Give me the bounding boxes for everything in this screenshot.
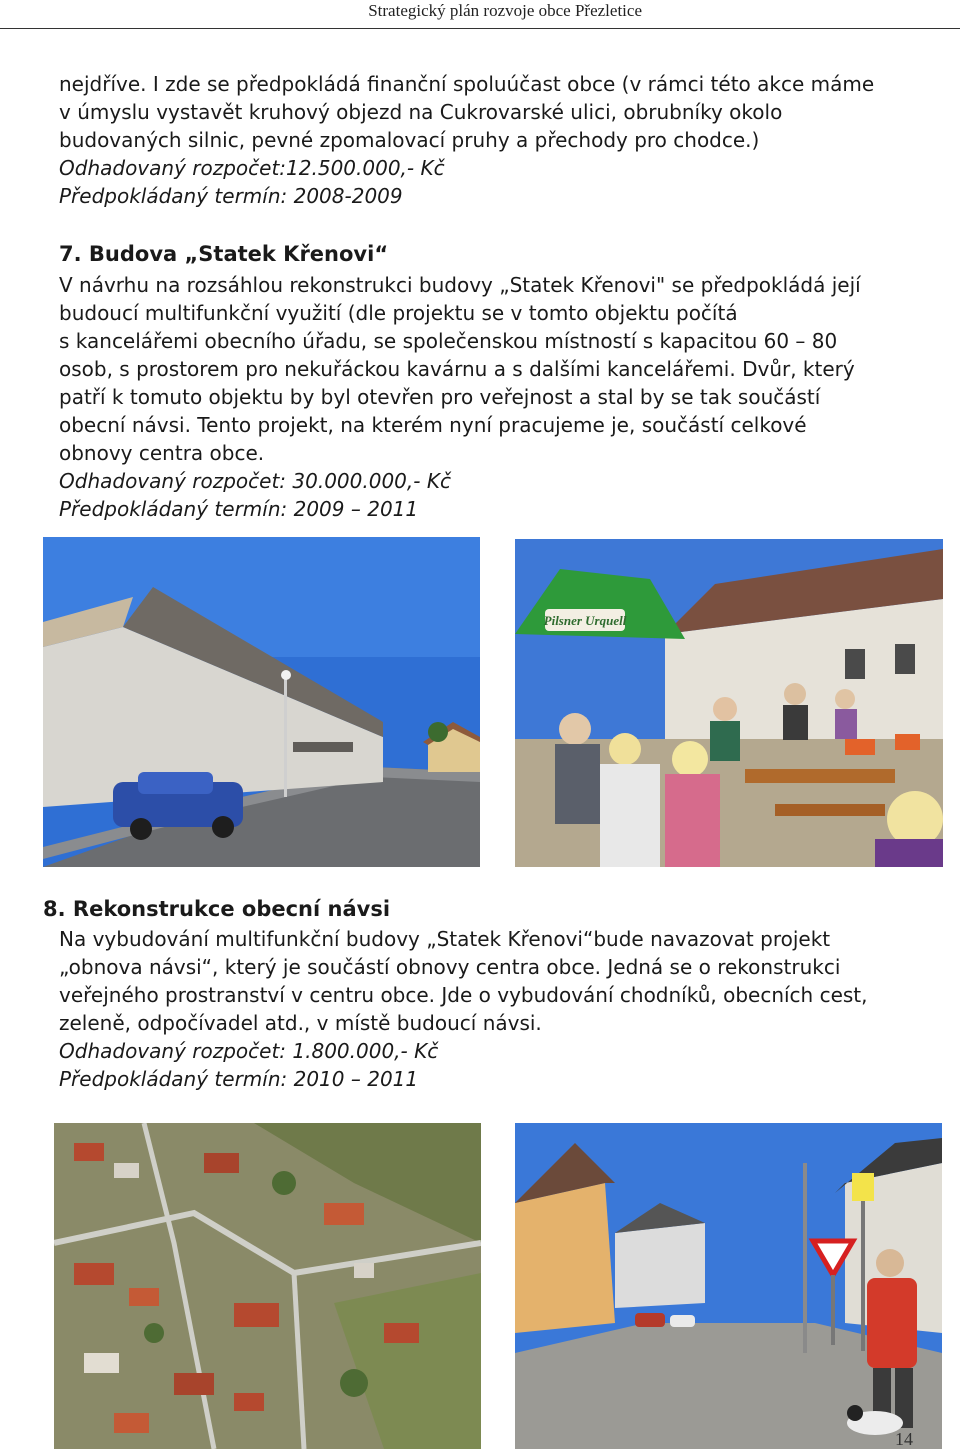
section-7-heading: 7. Budova „Statek Křenovi“	[59, 242, 389, 266]
section-7-line: V návrhu na rozsáhlou rekonstrukci budovy „Statek Křenovi" se předpokládá její	[59, 273, 861, 297]
intro-term: Předpokládaný termín: 2008-2009	[59, 184, 403, 208]
header-divider	[0, 28, 960, 29]
village-street-photo	[515, 1123, 942, 1449]
umbrella-logo-text: Pilsner Urquell	[543, 613, 627, 628]
document-title: Strategický plán rozvoje obce Přezletice	[368, 1, 642, 20]
section-8-line: veřejného prostranství v centru obce. Jde o vybudování chodníků, obecních cest,	[59, 983, 868, 1007]
section-8-line: zeleně, odpočívadel atd., v místě budoucí návsi.	[59, 1011, 542, 1035]
intro-line: v úmyslu vystavět kruhový objezd na Cukrovarské ulici, obrubníky okolo	[59, 100, 783, 124]
section-7-line: budoucí multifunkční využití (dle projektu se v tomto objektu počítá	[59, 301, 738, 325]
section-8-line: Na vybudování multifunkční budovy „Statek Křenovi“bude navazovat projekt	[59, 927, 831, 951]
section-7-line: osob, s prostorem pro nekuřáckou kavárnu a s dalšími kancelářemi. Dvůr, který	[59, 357, 855, 381]
intro-budget: Odhadovaný rozpočet:12.500.000,- Kč	[59, 156, 445, 180]
section-8-budget: Odhadovaný rozpočet: 1.800.000,- Kč	[59, 1039, 439, 1063]
section-7-term: Předpokládaný termín: 2009 – 2011	[59, 497, 419, 521]
section-7-line: patří k tomuto objektu by byl otevřen pro veřejnost a stal by se tak součástí	[59, 385, 821, 409]
section-7-line: obecní návsi. Tento projekt, na kterém nyní pracujeme je, součástí celkové	[59, 413, 807, 437]
intro-line: nejdříve. I zde se předpokládá finanční spoluúčast obce (v rámci této akce máme	[59, 72, 875, 96]
section-7-line: s kancelářemi obecního úřadu, se společenskou místností s kapacitou 60 – 80	[59, 329, 838, 353]
section-8-line: „obnova návsi“, který je součástí obnovy centra obce. Jedná se o rekonstrukci	[59, 955, 841, 979]
street-building-photo	[43, 537, 480, 867]
section-7-line: obnovy centra obce.	[59, 441, 265, 465]
section-8-heading: 8. Rekonstrukce obecní návsi	[43, 897, 391, 921]
aerial-village-photo	[54, 1123, 481, 1449]
courtyard-gathering-photo	[515, 539, 943, 867]
section-8-paragraph	[59, 925, 949, 1093]
intro-paragraph	[59, 70, 949, 210]
section-7-paragraph	[59, 271, 949, 523]
section-8-term: Předpokládaný termín: 2010 – 2011	[59, 1067, 419, 1091]
section-7-budget: Odhadovaný rozpočet: 30.000.000,- Kč	[59, 469, 451, 493]
page-header	[0, 0, 960, 30]
page-number: 14	[895, 1429, 913, 1449]
intro-line: budovaných silnic, pevné zpomalovací pruhy a přechody pro chodce.)	[59, 128, 760, 152]
